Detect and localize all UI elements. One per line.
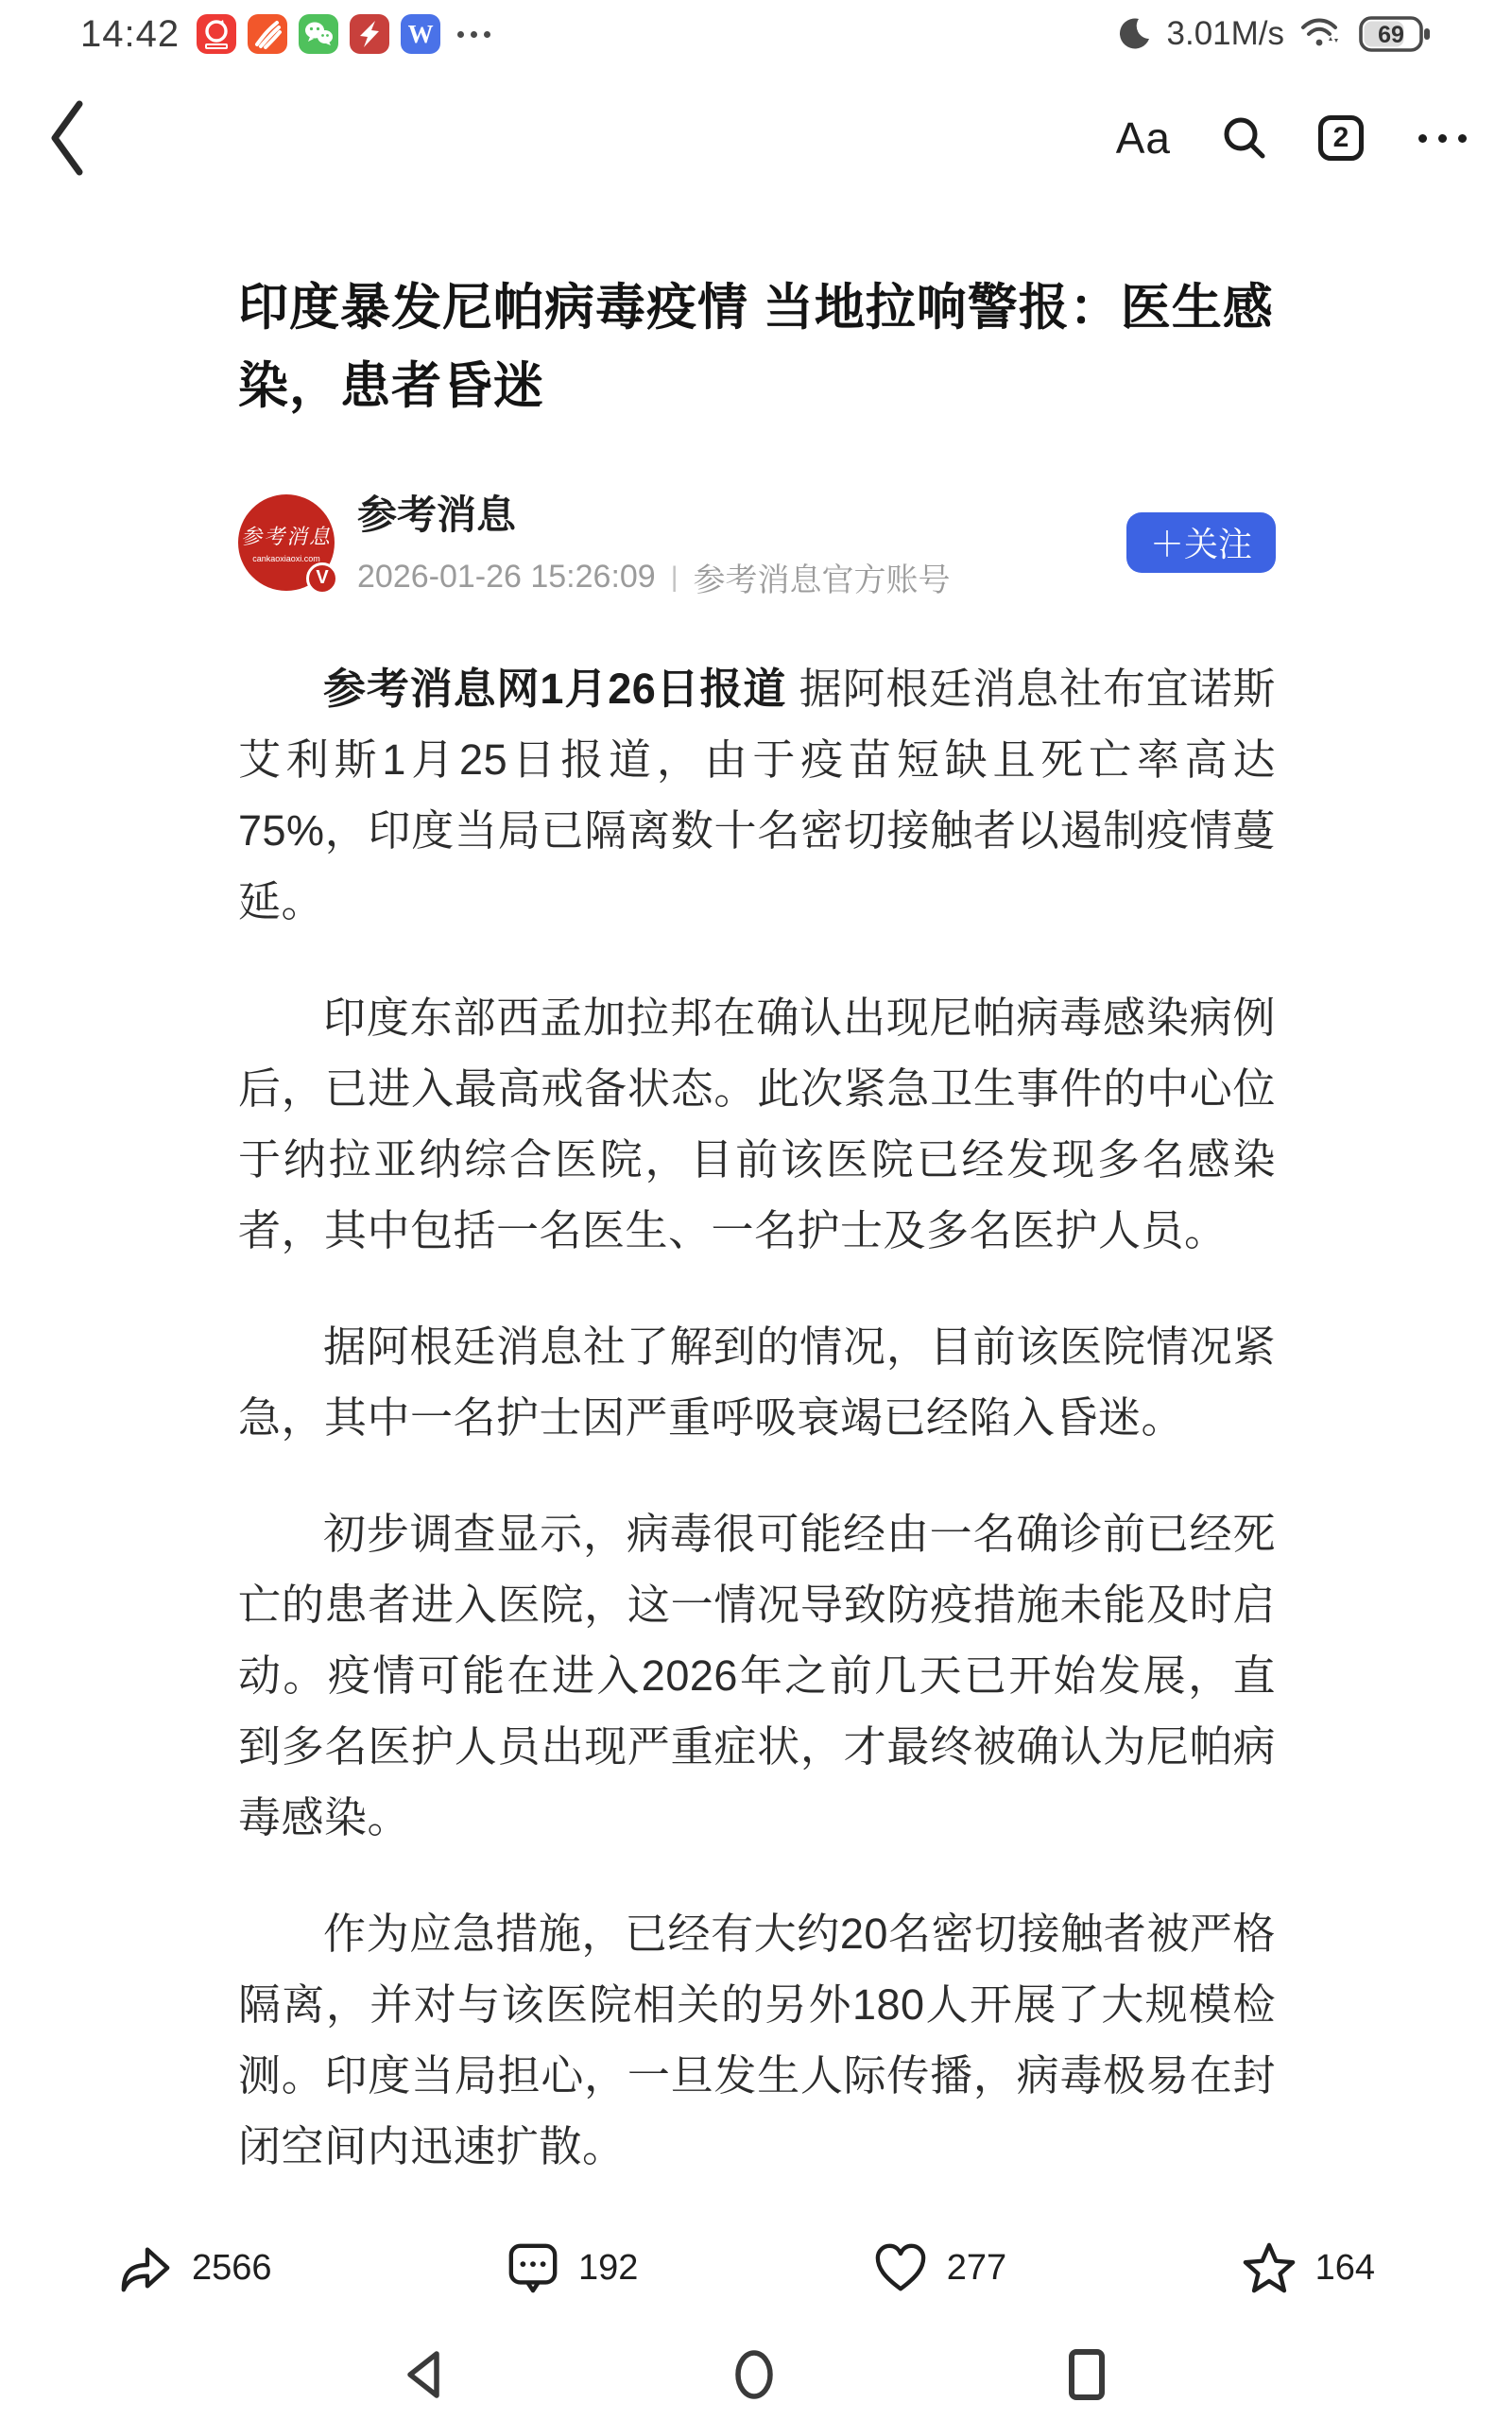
paragraph-text: 印度东部西孟加拉邦在确认出现尼帕病毒感染病例后，已进入最高戒备状态。此次紧急卫生事件的中心位于纳拉亚纳综合医院，目前该医院已经发现多名感染者，其中包括一名医生、一名护士及多名医护人员。: [238, 994, 1276, 1254]
paragraph: [238, 653, 1276, 937]
action-bar: [0, 2206, 1512, 2329]
comment-icon: [507, 2240, 559, 2295]
home-circle-icon[interactable]: [731, 2346, 777, 2403]
author-row: [238, 484, 1276, 600]
toutiao-orange-app-icon: [248, 14, 287, 54]
favorite-count: 164: [1314, 2247, 1375, 2288]
clock: 14:42: [80, 12, 180, 55]
wechat-app-icon: [299, 14, 338, 54]
status-bar-right: [1116, 13, 1433, 55]
follow-button[interactable]: ＋关注: [1126, 512, 1276, 573]
more-menu-icon[interactable]: [1418, 134, 1467, 143]
tab-count-button[interactable]: [1318, 115, 1364, 161]
author-avatar[interactable]: [238, 494, 335, 591]
comment-count: 192: [577, 2247, 639, 2288]
paragraph-text: 作为应急措施，已经有大约20名密切接触者被严格隔离，并对与该医院相关的另外180人开展了大规模检测。印度当局担心，一旦发生人际传播，病毒极易在封闭空间内迅速扩散。: [238, 1910, 1276, 2170]
wifi-icon: [1299, 15, 1343, 53]
share-button[interactable]: [118, 2240, 272, 2295]
android-navigation-bar: [0, 2329, 1512, 2420]
back-chevron-icon[interactable]: [45, 96, 87, 180]
paragraph: [238, 1498, 1276, 1853]
avatar-calligraphy-text: 参考消息: [240, 525, 332, 548]
flash-red-app-icon: [350, 14, 389, 54]
meta-separator: |: [670, 561, 679, 593]
svg-text:69: 69: [1378, 22, 1404, 48]
paragraph: [238, 982, 1276, 1266]
recents-square-icon[interactable]: [1067, 2347, 1107, 2402]
like-button[interactable]: [873, 2241, 1006, 2294]
account-source: 参考消息官方账号: [693, 562, 951, 598]
comment-button[interactable]: [507, 2240, 638, 2295]
font-size-button[interactable]: Aa: [1115, 113, 1171, 163]
tab-count-value: 2: [1332, 122, 1349, 153]
article-title: 印度暴发尼帕病毒疫情 当地拉响警报：医生感染，患者昏迷: [238, 280, 1274, 414]
paragraph-text: 据阿根廷消息社了解到的情况，目前该医院情况紧急，其中一名护士因严重呼吸衰竭已经陷入昏迷。: [238, 1322, 1276, 1442]
paragraph: [238, 1311, 1276, 1453]
author-name[interactable]: 参考消息: [357, 493, 517, 537]
network-speed: 3.01M/s: [1166, 15, 1284, 52]
share-count: 2566: [192, 2247, 272, 2288]
favorite-button[interactable]: [1242, 2240, 1375, 2295]
more-apps-icon: [457, 31, 490, 38]
article-content: [0, 195, 1512, 2182]
paragraph: [238, 1898, 1276, 2182]
article-body: [238, 653, 1276, 2182]
paragraph-text: 初步调查显示，病毒很可能经由一名确诊前已经死亡的患者进入医院，这一情况导致防疫措施未能及时启动。疫情可能在进入2026年之前几天已开始发展，直到多名医护人员出现严重症状，才最终被确认为尼帕病毒感染。: [238, 1510, 1276, 1841]
like-count: 277: [946, 2247, 1007, 2288]
paragraph-text: 据阿根廷消息社布宜诺斯艾利斯1月25日报道，由于疫苗短缺且死亡率高达75%，印度当局已隔离数十名密切接触者以遏制疫情蔓延。: [238, 665, 1276, 925]
status-bar-left: [80, 13, 490, 56]
status-bar: [0, 0, 1512, 62]
author-meta: [357, 554, 951, 600]
share-icon: [118, 2240, 173, 2295]
avatar-url-text: cankaoxiaoxi.com: [252, 554, 320, 563]
nav-bar: [0, 81, 1512, 195]
search-icon[interactable]: [1220, 113, 1269, 163]
publish-timestamp: 2026-01-26 15:26:09: [357, 559, 656, 595]
back-triangle-icon[interactable]: [401, 2348, 444, 2401]
author-info: [357, 484, 951, 600]
nav-actions: [1116, 112, 1467, 164]
news-red-app-icon: [197, 14, 236, 54]
star-icon: [1242, 2240, 1297, 2295]
heart-icon: [873, 2241, 928, 2294]
battery-icon: [1358, 13, 1432, 55]
paragraph-lead: 参考消息网1月26日报道: [323, 665, 787, 713]
w-blue-app-icon: W: [401, 14, 440, 54]
verified-badge: V: [306, 562, 338, 595]
moon-icon: [1116, 16, 1152, 52]
